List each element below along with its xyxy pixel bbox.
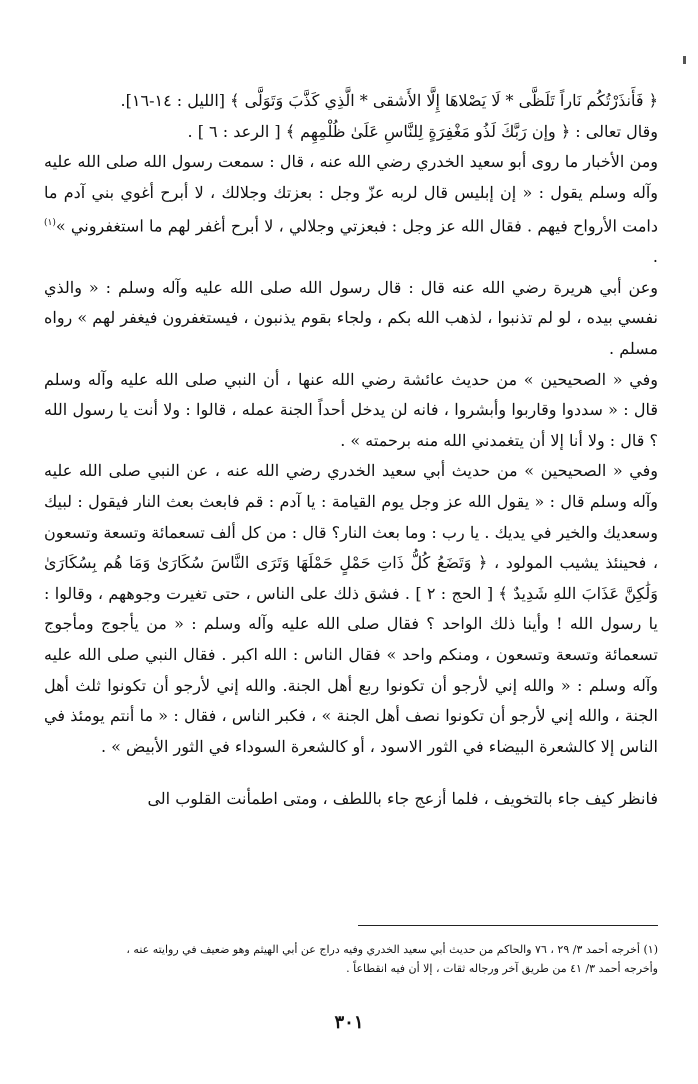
closing-paragraph: فانظر كيف جاء بالتخويف ، فلما أزعج جاء باللطف ، ومتى اطمأنت القلوب الى bbox=[147, 789, 658, 809]
scan-mark bbox=[683, 56, 686, 64]
footnote-divider bbox=[358, 925, 658, 926]
hadith-abu-hurayra: وعن أبي هريرة رضي الله عنه قال : قال رسول الله صلى الله عليه وآله وسلم : « والذي نفسي بيده ، لو لم تذنبوا ، لذهب الله بكم ، ولجاء بقوم يذنبون ، فيستغفرون فيغفر لهم » رواه مسلم . bbox=[44, 277, 658, 359]
footnote-reference[interactable]: (١) bbox=[44, 218, 56, 229]
footnote-line: وأخرجه أحمد ٣/ ٤١ من طريق آخر ورجاله ثقات ، إلا أن فيه انقطاعاً . bbox=[346, 962, 658, 975]
page-number: ٣٠١ bbox=[334, 1012, 364, 1033]
quran-verse-rad: وقال تعالى : ﴿ وإن رَبَّكَ لَذُو مَغْفِرَةٍ لِلنَّاسِ عَلَىٰ ظُلْمِهِم ﴾ [ الرعد : ٦ ] . bbox=[187, 121, 658, 141]
footnote-line: (١) أخرجه أحمد ٣/ ٢٩ ، ٧٦ والحاكم من حديث أبي سعيد الخدري وفيه دراج عن أبي الهيثم وهو ضعيف في روايته عنه ، bbox=[126, 943, 658, 956]
hadith-aisha: وفي « الصحيحين » من حديث عائشة رضي الله عنها ، أن النبي صلى الله عليه وآله وسلم قال : « سددوا وقاربوا وأبشروا ، فانه لن يدخل أحداً الجنة عمله ، قالوا : ولا أنت يا رسول الله ؟ قال : ولا أنا إلا أن يتغمدني الله منه برحمته » . bbox=[44, 369, 659, 450]
body-text bbox=[44, 86, 658, 815]
quran-verse-layl: ﴿ فَأَنذَرْتُكُم نَاراً تَلَظَّى * لَا يَصْلاهَا إِلَّا الأَشقى * الَّذِي كَذَّبَ وَتَوَلَّى ﴾ [الليل : ١٤-١٦]. bbox=[120, 91, 658, 110]
hadith-qiyama: وفي « الصحيحين » من حديث أبي سعيد الخدري رضي الله عنه ، عن النبي صلى الله عليه وآله وسلم قال : « يقول الله عز وجل يوم القيامة : يا آدم : قم فابعث بعث النار فيقول : لبيك وسعديك والخير في يديك . يا رب : وما بعث النار؟ قال : من كل ألف تسعمائة وتسعة وتسعون ، فحينئذ يشيب المولود ، ﴿ وَتَضَعُ كُلُّ ذَاتِ حَمْلٍ حَمْلَهَا وَتَرَى النَّاسَ سُكَارَىٰ وَمَا هُم بِسُكَارَىٰ وَلَٰكِنَّ عَذَابَ اللهِ شَدِيدٌ ﴾ [ الحج : ٢ ] . فشق ذلك على الناس ، حتى تغيرت وجوههم ، وقالوا : يا رسول الله ! وأينا ذلك الواحد ؟ فقال صلى الله عليه وآله وسلم : « من يأجوج ومأجوج تسعمائة وتسعة وتسعون ، ومنكم واحد » فقال الناس : الله اكبر . فقال النبي صلى الله عليه وآله وسلم : « والله إني لأرجو أن تكونوا ربع أهل الجنة. والله إني لأرجو أن تكونوا ثلث أهل الجنة ، والله إني لأرجو أن تكونوا نصف أهل الجنة » ، فكبر الناس ، فقال : « ما أنتم يومئذ في الناس إلا كالشعرة البيضاء في الثور الاسود ، أو كالشعرة السوداء في الثور الأبيض » . bbox=[44, 461, 658, 756]
hadith-abu-said-tail: . bbox=[652, 247, 658, 267]
hadith-abu-said-text: ومن الأخبار ما روى أبو سعيد الخدري رضي الله عنه ، قال : سمعت رسول الله صلى الله عليه وآله وسلم يقول : « إن إبليس قال لربه عزّ وجل : بعزتك وجلالك ، لا أبرح أغوي بني آدم ما دامت الأرواح فيهم . فقال الله عز وجل : فبعزتي وجلالي ، لا أبرح أغفر لهم ما استغفروني » bbox=[44, 152, 658, 236]
hadith-abu-said bbox=[44, 147, 658, 273]
footnotes bbox=[44, 940, 658, 978]
